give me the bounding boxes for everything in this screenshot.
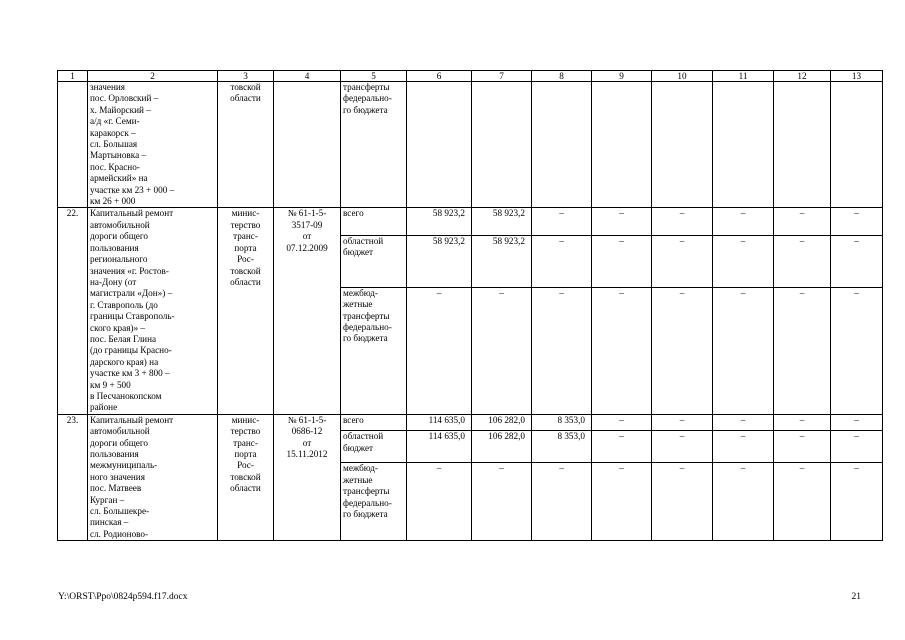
funding-source: всего xyxy=(341,414,407,431)
value-cell: – xyxy=(713,431,774,463)
header-cell: 5 xyxy=(341,71,407,82)
file-path: Y:\ORST\Ppo\0824p594.f17.docx xyxy=(58,592,188,602)
estimate-ref: № 61-1-5- 0686-12 от 15.11.2012 xyxy=(274,414,341,540)
row-number: 22. xyxy=(58,208,88,414)
customer: товской области xyxy=(218,82,274,208)
value-cell: – xyxy=(532,287,592,414)
value-cell: – xyxy=(774,235,831,287)
data-table xyxy=(57,70,883,541)
funding-source: межбюд- жетные трансферты федерально- го бюджета xyxy=(341,463,407,541)
value-cell: – xyxy=(532,235,592,287)
funding-source: межбюд- жетные трансферты федерально- го бюджета xyxy=(341,287,407,414)
value-cell: 106 282,0 xyxy=(472,431,532,463)
value-cell: – xyxy=(831,414,883,431)
value-cell: – xyxy=(652,287,713,414)
value-cell: – xyxy=(774,431,831,463)
value-cell xyxy=(407,82,472,208)
value-cell: 58 923,2 xyxy=(407,208,472,235)
value-cell: – xyxy=(652,431,713,463)
value-cell: – xyxy=(532,208,592,235)
value-cell xyxy=(831,82,883,208)
header-cell: 7 xyxy=(472,71,532,82)
row-number xyxy=(58,82,88,208)
object-name: Капитальный ремонт автомобильной дороги общего пользования регионального значения «г. Ростов- на-Дону (от магистрали «Дон») – г. Ставрополь (до границы Ставрополь- ского края)» – пос. Белая Глина (до границы Красно- дарского края) на участке км 3 + 800 – км 9 + 500 в Песчанокопском районе xyxy=(88,208,218,414)
value-cell: – xyxy=(407,463,472,541)
page-number: 21 xyxy=(851,592,861,602)
funding-source: всего xyxy=(341,208,407,235)
value-cell: – xyxy=(713,287,774,414)
value-cell: – xyxy=(831,208,883,235)
value-cell: – xyxy=(831,431,883,463)
table-row-continuation xyxy=(58,82,883,208)
value-cell: 58 923,2 xyxy=(472,208,532,235)
header-cell: 6 xyxy=(407,71,472,82)
value-cell: – xyxy=(407,287,472,414)
value-cell: – xyxy=(472,287,532,414)
value-cell: 114 635,0 xyxy=(407,414,472,431)
value-cell: – xyxy=(774,463,831,541)
value-cell: – xyxy=(592,287,652,414)
header-cell: 13 xyxy=(831,71,883,82)
funding-source: трансферты федерально- го бюджета xyxy=(341,82,407,208)
object-name: Капитальный ремонт автомобильной дороги общего пользования межмуниципаль- ного значения пос. Матвеев Курган – сл. Большекре- пинская – сл. Родионово- xyxy=(88,414,218,540)
value-cell: – xyxy=(713,463,774,541)
value-cell: – xyxy=(831,287,883,414)
value-cell: – xyxy=(652,235,713,287)
value-cell: – xyxy=(831,463,883,541)
value-cell xyxy=(774,82,831,208)
value-cell: 8 353,0 xyxy=(532,431,592,463)
value-cell: – xyxy=(592,208,652,235)
header-row xyxy=(58,71,883,82)
estimate-ref: № 61-1-5- 3517-09 от 07.12.2009 xyxy=(274,208,341,414)
value-cell: – xyxy=(774,414,831,431)
customer: минис- терство транс- порта Рос- товской области xyxy=(218,414,274,540)
estimate-ref xyxy=(274,82,341,208)
header-cell: 4 xyxy=(274,71,341,82)
value-cell xyxy=(532,82,592,208)
value-cell: – xyxy=(774,208,831,235)
header-cell: 10 xyxy=(652,71,713,82)
value-cell: – xyxy=(532,463,592,541)
row-number: 23. xyxy=(58,414,88,540)
value-cell: – xyxy=(592,463,652,541)
value-cell: – xyxy=(652,208,713,235)
value-cell: 8 353,0 xyxy=(532,414,592,431)
value-cell: – xyxy=(472,463,532,541)
funding-source: областной бюджет xyxy=(341,431,407,463)
value-cell: – xyxy=(652,414,713,431)
value-cell xyxy=(472,82,532,208)
value-cell xyxy=(652,82,713,208)
object-name: значения пос. Орловский – х. Майорский – а/д «г. Семи- каракорск – сл. Большая Мартыновка – пос. Красно- армейский» на участке км 23 + 000 – км 26 + 000 xyxy=(88,82,218,208)
value-cell: – xyxy=(713,235,774,287)
value-cell: 114 635,0 xyxy=(407,431,472,463)
table-row xyxy=(58,208,883,235)
value-cell: – xyxy=(592,414,652,431)
value-cell: – xyxy=(592,431,652,463)
value-cell: 58 923,2 xyxy=(472,235,532,287)
value-cell: – xyxy=(592,235,652,287)
header-cell: 2 xyxy=(88,71,218,82)
funding-source: областной бюджет xyxy=(341,235,407,287)
customer: минис- терство транс- порта Рос- товской области xyxy=(218,208,274,414)
value-cell xyxy=(592,82,652,208)
value-cell: 106 282,0 xyxy=(472,414,532,431)
value-cell: – xyxy=(713,414,774,431)
header-cell: 3 xyxy=(218,71,274,82)
value-cell: – xyxy=(652,463,713,541)
table-row xyxy=(58,414,883,431)
header-cell: 12 xyxy=(774,71,831,82)
header-cell: 1 xyxy=(58,71,88,82)
value-cell: – xyxy=(831,235,883,287)
value-cell: 58 923,2 xyxy=(407,235,472,287)
value-cell: – xyxy=(774,287,831,414)
value-cell: – xyxy=(713,208,774,235)
header-cell: 11 xyxy=(713,71,774,82)
header-cell: 8 xyxy=(532,71,592,82)
value-cell xyxy=(713,82,774,208)
header-cell: 9 xyxy=(592,71,652,82)
